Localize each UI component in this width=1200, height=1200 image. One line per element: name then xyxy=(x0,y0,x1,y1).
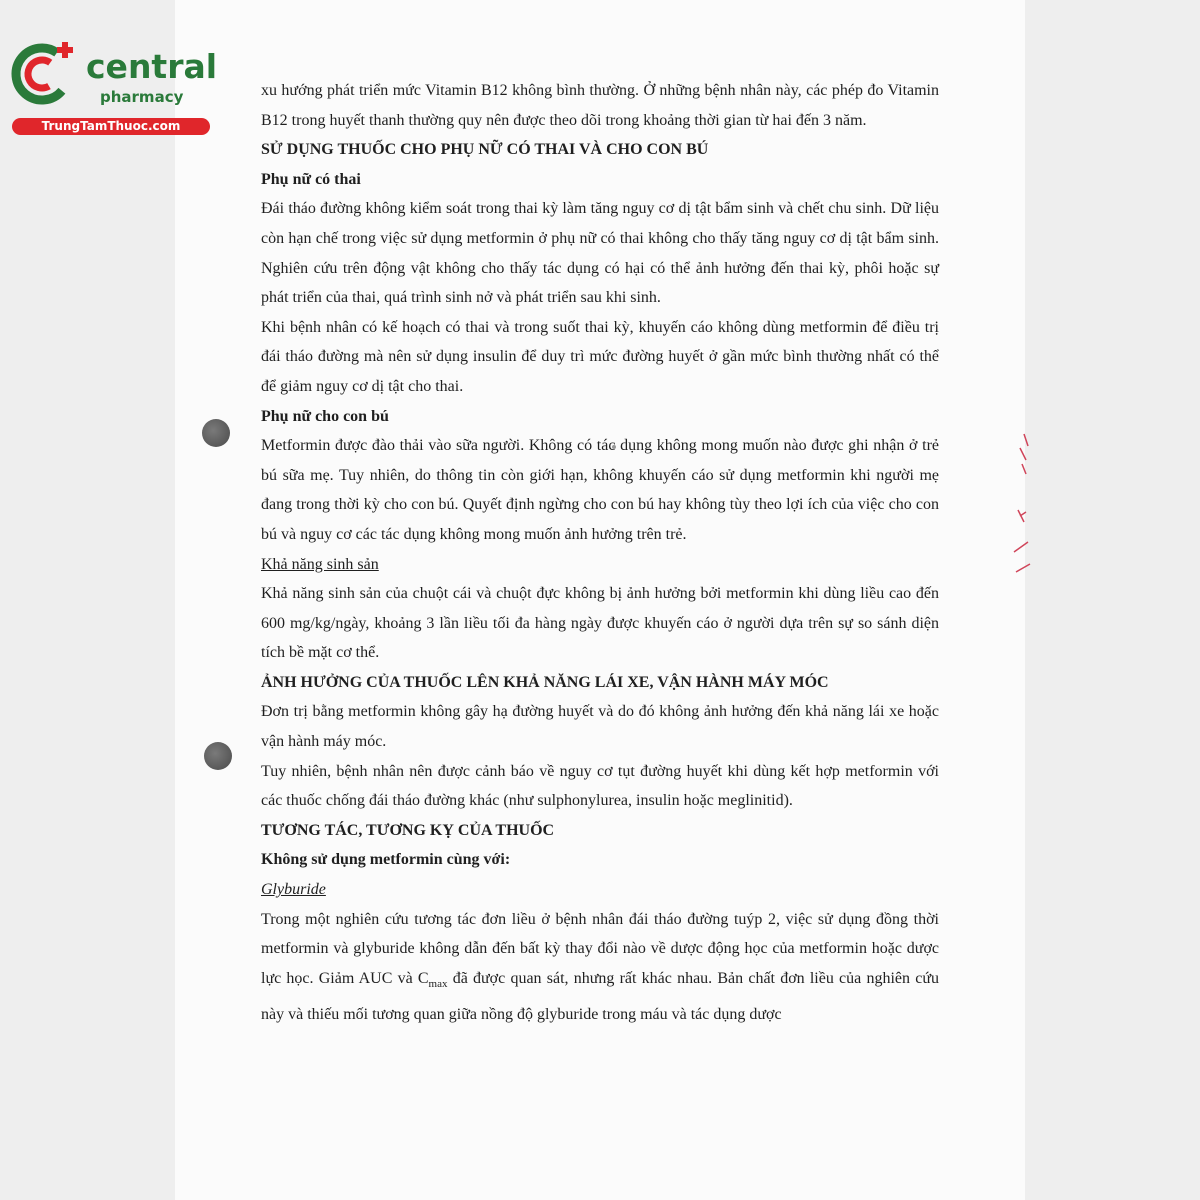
section-heading-pregnancy: SỬ DỤNG THUỐC CHO PHỤ NỮ CÓ THAI VÀ CHO CON BÚ xyxy=(261,141,709,159)
section-heading-interactions: TƯƠNG TÁC, TƯƠNG KỴ CỦA THUỐC xyxy=(261,821,555,839)
logo-brand-name: central xyxy=(86,47,218,86)
pharmacy-cross-icon xyxy=(10,36,90,116)
logo-brand-sub: pharmacy xyxy=(100,88,184,106)
subheading-not-use-with: Không sử dụng metformin cùng với: xyxy=(261,851,511,869)
paragraph-intro: xu hướng phát triển mức Vitamin B12 không bình thường. Ở những bệnh nhân này, các phép đo Vitamin B12 trong huyết thanh thường quy nên được theo dõi trong khoảng thời gian từ hai đến 3 năm. xyxy=(261,82,939,129)
paragraph-fertility: Khả năng sinh sản của chuột cái và chuột đực không bị ảnh hưởng bởi metformin khi dùng liều cao đến 600 mg/kg/ngày, khoảng 3 lần liều tối đa hàng ngày được khuyến cáo ở người dựa trên sự so sánh diện tích bề mặt cơ thể. xyxy=(261,585,939,662)
subheading-fertility: Khả năng sinh sản xyxy=(261,555,379,573)
subheading-fertility-row xyxy=(261,550,939,580)
cmax-subscript: max xyxy=(428,978,448,990)
subheading-pregnant-women: Phụ nữ có thai xyxy=(261,170,361,188)
paragraph-pregnancy-2: Khi bệnh nhân có kế hoạch có thai và trong suốt thai kỳ, khuyến cáo không dùng metformin để điều trị đái tháo đường mà nên sử dụng insulin để duy trì mức đường huyết ở gần mức bình thường nhất có thể để giảm nguy cơ dị tật cho thai. xyxy=(261,318,939,395)
subheading-lactation: Phụ nữ cho con bú xyxy=(261,407,389,425)
subheading-glyburide-row xyxy=(261,875,939,905)
paragraph-driving-1: Đơn trị bằng metformin không gây hạ đường huyết và do đó không ảnh hưởng đến khả năng lái xe hoặc vận hành máy móc. xyxy=(261,703,939,751)
glyburide-text-a: Trong một nghiên cứu tương tác đơn liều ở bệnh nhân đái tháo đường tuýp 2, việc sử dụng đồng thời metformin và glyburide không dẫn đến bất kỳ thay đổi nào về dược động học của metformin hoặc dược lực học. Giảm AUC và C xyxy=(261,910,939,987)
logo-site-url[interactable]: TrungTamThuoc.com xyxy=(12,118,210,135)
paragraph-glyburide xyxy=(261,905,939,1030)
subheading-glyburide: Glyburide xyxy=(261,881,326,899)
red-stamp-mark-icon xyxy=(1010,430,1034,580)
paragraph-lactation: Metformin được đào thải vào sữa người. Không có tác dụng không mong muốn nào được ghi nhận ở trẻ bú sữa mẹ. Tuy nhiên, do thông tin còn giới hạn, không khuyến cáo sử dụng metformin khi người mẹ đang trong thời kỳ cho con bú. Quyết định ngừng cho con bú hay không tùy theo lợi ích của việc cho con bú và nguy cơ các tác dụng không mong muốn ảnh hưởng trên trẻ. xyxy=(261,437,939,543)
punch-hole-icon xyxy=(204,742,232,770)
document-body xyxy=(261,76,939,1029)
section-heading-driving: ẢNH HƯỞNG CỦA THUỐC LÊN KHẢ NĂNG LÁI XE, VẬN HÀNH MÁY MÓC xyxy=(261,673,829,691)
punch-hole-icon xyxy=(202,419,230,447)
central-pharmacy-logo[interactable] xyxy=(10,36,218,136)
paragraph-driving-2: Tuy nhiên, bệnh nhân nên được cảnh báo về nguy cơ tụt đường huyết khi dùng kết hợp metformin với các thuốc chống đái tháo đường khác (như sulphonylurea, insulin hoặc meglinitid). xyxy=(261,762,939,810)
paragraph-pregnancy-1: Đái tháo đường không kiểm soát trong thai kỳ làm tăng nguy cơ dị tật bẩm sinh và chết chu sinh. Dữ liệu còn hạn chế trong việc sử dụng metformin ở phụ nữ có thai không cho thấy tăng nguy cơ dị tật bẩm sinh. Nghiên cứu trên động vật không cho thấy tác dụng có hại có thể ảnh hưởng đến thai kỳ, phôi hoặc sự phát triển của thai, quá trình sinh nở và phát triển sau khi sinh. xyxy=(261,200,939,307)
glyburide-text-b: đã được quan sát, nhưng rất khác nhau. Bản chất đơn liều của nghiên cứu này và thiếu mối tương quan giữa nồng độ glyburide trong máu và tác dụng dược xyxy=(261,969,939,1023)
